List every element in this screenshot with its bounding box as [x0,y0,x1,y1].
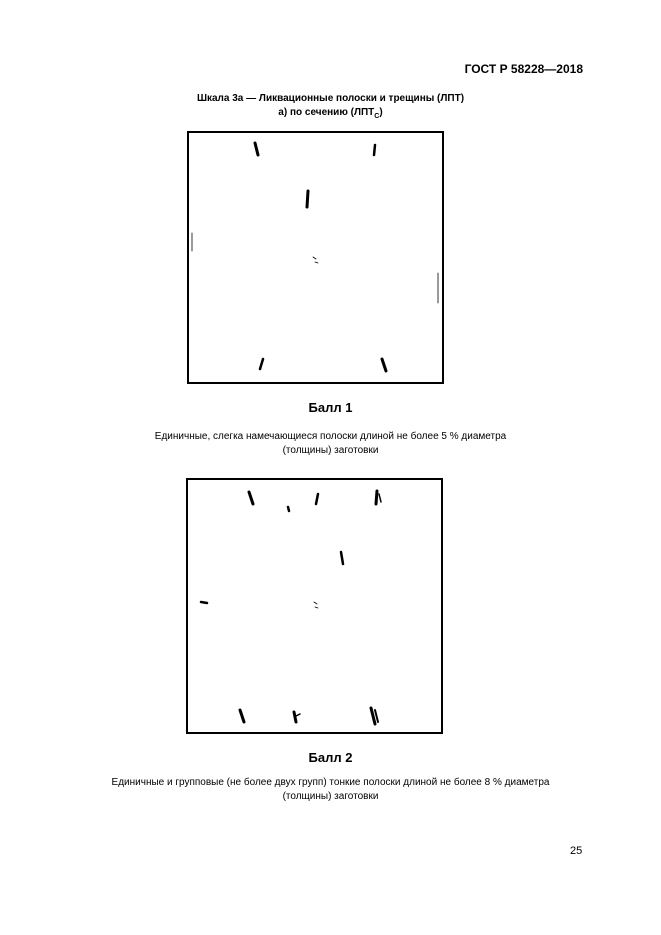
scale-subtitle: а) по сечению $(ЛПТ_С)$ [278,107,383,120]
figure-2-caption: Единичные и групповые (не более двух групп) тонкие полоски длиной не более 8 % диаметра (толщины) заготовки [111,777,550,802]
macrostructure-image-1 [187,131,444,384]
figure-2-label: Балл 2 [308,750,353,765]
standard-number: ГОСТ Р 58228—2018 [464,62,583,76]
segregation-streaks-1 [189,133,442,382]
figure-1-label: Балл 1 [308,400,353,415]
page-number: 25 [570,845,583,857]
segregation-streaks-2 [188,480,441,732]
scale-title-block [0,92,661,124]
figure-1-caption: Единичные, слегка намечающиеся полоски длиной не более 5 % диаметра (толщины) заготовки [154,431,507,456]
macrostructure-image-2 [186,478,443,734]
scale-title: Шкала 3а — Ликвационные полоски и трещины (ЛПТ) [196,93,465,104]
